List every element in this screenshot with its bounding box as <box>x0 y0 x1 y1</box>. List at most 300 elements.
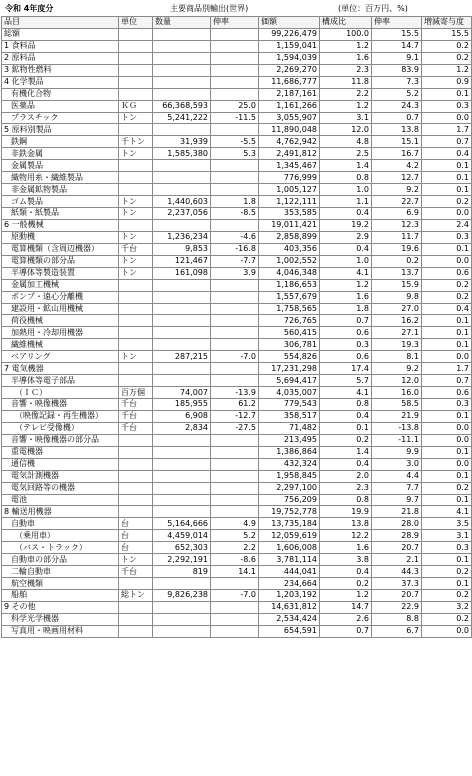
cell-quantity: 1,585,380 <box>153 148 211 160</box>
cell-value: 14,631,812 <box>259 601 320 613</box>
cell-contribution: 0.4 <box>422 148 472 160</box>
cell-item: 紙類・紙製品 <box>2 208 119 220</box>
cell-contribution: 0.3 <box>422 231 472 243</box>
cell-unit <box>119 375 153 387</box>
table-row <box>2 291 472 303</box>
cell-quantity-growth: 2.2 <box>211 542 259 554</box>
cell-value-growth: 28.0 <box>372 518 422 530</box>
cell-contribution: 0.1 <box>422 327 472 339</box>
cell-item: 8 輸送用機器 <box>2 506 119 518</box>
cell-quantity-growth: -7.0 <box>211 351 259 363</box>
cell-quantity: 31,939 <box>153 136 211 148</box>
cell-share: 0.4 <box>320 208 372 220</box>
table-row <box>2 542 472 554</box>
cell-quantity: 5,241,222 <box>153 112 211 124</box>
cell-unit <box>119 160 153 172</box>
cell-value-growth: 20.7 <box>372 590 422 602</box>
cell-unit <box>119 613 153 625</box>
cell-contribution: 0.1 <box>422 554 472 566</box>
cell-unit <box>119 52 153 64</box>
cell-quantity-growth: 25.0 <box>211 100 259 112</box>
cell-share: 2.6 <box>320 613 372 625</box>
cell-value: 5,694,417 <box>259 375 320 387</box>
cell-item: （乗用車） <box>2 530 119 542</box>
cell-quantity <box>153 172 211 184</box>
cell-unit: トン <box>119 196 153 208</box>
table-row <box>2 327 472 339</box>
cell-item: 1 食料品 <box>2 40 119 52</box>
cell-value-growth: 13.8 <box>372 124 422 136</box>
cell-contribution: 3.2 <box>422 601 472 613</box>
cell-contribution: 0.2 <box>422 566 472 578</box>
cell-value: 654,591 <box>259 625 320 637</box>
cell-share: 1.6 <box>320 52 372 64</box>
cell-share: 4.8 <box>320 136 372 148</box>
table-row <box>2 458 472 470</box>
cell-quantity-growth <box>211 434 259 446</box>
cell-quantity-growth <box>211 219 259 231</box>
cell-item: 電算機類（含周辺機器） <box>2 243 119 255</box>
cell-unit <box>119 219 153 231</box>
cell-quantity <box>153 578 211 590</box>
cell-value: 213,495 <box>259 434 320 446</box>
cell-share: 3.1 <box>320 112 372 124</box>
cell-unit: トン <box>119 208 153 220</box>
cell-quantity-growth <box>211 124 259 136</box>
cell-value-growth: 12.0 <box>372 375 422 387</box>
cell-quantity: 819 <box>153 566 211 578</box>
cell-unit <box>119 76 153 88</box>
cell-unit <box>119 470 153 482</box>
cell-value-growth: 20.7 <box>372 542 422 554</box>
col-header-item: 品目 <box>2 17 119 29</box>
cell-contribution: 0.1 <box>422 339 472 351</box>
cell-contribution: 1.7 <box>422 363 472 375</box>
col-header-quantity: 数量 <box>153 17 211 29</box>
cell-item: 5 原料別製品 <box>2 124 119 136</box>
cell-quantity <box>153 315 211 327</box>
cell-quantity: 1,440,603 <box>153 196 211 208</box>
cell-contribution: 0.2 <box>422 291 472 303</box>
cell-share: 0.6 <box>320 351 372 363</box>
cell-contribution: 15.5 <box>422 28 472 40</box>
cell-share: 0.2 <box>320 434 372 446</box>
table-row <box>2 124 472 136</box>
cell-quantity <box>153 613 211 625</box>
cell-share: 1.6 <box>320 542 372 554</box>
cell-quantity <box>153 363 211 375</box>
cell-unit <box>119 494 153 506</box>
cell-unit <box>119 625 153 637</box>
cell-quantity <box>153 88 211 100</box>
table-row <box>2 566 472 578</box>
cell-quantity <box>153 124 211 136</box>
cell-share: 1.1 <box>320 196 372 208</box>
cell-item: （テレビ受像機） <box>2 422 119 434</box>
table-row <box>2 231 472 243</box>
table-row <box>2 28 472 40</box>
cell-value: 1,005,127 <box>259 184 320 196</box>
cell-value-growth: 16.2 <box>372 315 422 327</box>
cell-contribution: 0.7 <box>422 136 472 148</box>
cell-value: 756,209 <box>259 494 320 506</box>
cell-unit <box>119 303 153 315</box>
table-row <box>2 434 472 446</box>
cell-value-growth: 15.9 <box>372 279 422 291</box>
cell-share: 13.8 <box>320 518 372 530</box>
table-row <box>2 410 472 422</box>
cell-quantity <box>153 184 211 196</box>
cell-contribution: 0.1 <box>422 184 472 196</box>
cell-value: 17,231,298 <box>259 363 320 375</box>
cell-quantity: 185,955 <box>153 399 211 411</box>
cell-quantity: 6,908 <box>153 410 211 422</box>
table-row <box>2 494 472 506</box>
cell-item: 音響・映像機器 <box>2 399 119 411</box>
cell-contribution: 0.2 <box>422 613 472 625</box>
cell-share: 1.2 <box>320 40 372 52</box>
cell-quantity <box>153 470 211 482</box>
cell-item: 電算機類の部分品 <box>2 255 119 267</box>
cell-value-growth: 28.9 <box>372 530 422 542</box>
cell-item: 船舶 <box>2 590 119 602</box>
cell-item: 荷役機械 <box>2 315 119 327</box>
cell-value-growth: 9.7 <box>372 494 422 506</box>
cell-unit: トン <box>119 351 153 363</box>
cell-quantity-growth: 3.9 <box>211 267 259 279</box>
cell-unit <box>119 363 153 375</box>
cell-quantity: 9,853 <box>153 243 211 255</box>
cell-value: 353,585 <box>259 208 320 220</box>
cell-share: 1.0 <box>320 255 372 267</box>
cell-item: （ＩＣ） <box>2 387 119 399</box>
cell-value: 1,557,679 <box>259 291 320 303</box>
cell-quantity: 4,459,014 <box>153 530 211 542</box>
cell-quantity <box>153 291 211 303</box>
table-row <box>2 172 472 184</box>
cell-quantity-growth: -13.9 <box>211 387 259 399</box>
cell-share: 12.0 <box>320 124 372 136</box>
cell-unit <box>119 434 153 446</box>
cell-value: 1,203,192 <box>259 590 320 602</box>
cell-item: （映像記録・再生機器） <box>2 410 119 422</box>
cell-quantity-growth: -11.5 <box>211 112 259 124</box>
cell-share: 0.3 <box>320 339 372 351</box>
table-row <box>2 64 472 76</box>
cell-value-growth: 9.8 <box>372 291 422 303</box>
cell-quantity-growth <box>211 470 259 482</box>
cell-contribution: 3.1 <box>422 530 472 542</box>
cell-value-growth: 6.9 <box>372 208 422 220</box>
cell-share: 4.1 <box>320 267 372 279</box>
cell-contribution: 0.1 <box>422 160 472 172</box>
cell-quantity-growth <box>211 327 259 339</box>
table-row <box>2 375 472 387</box>
cell-unit: 千トン <box>119 136 153 148</box>
cell-quantity-growth: -7.0 <box>211 590 259 602</box>
cell-unit <box>119 291 153 303</box>
cell-quantity <box>153 279 211 291</box>
cell-item: ベアリング <box>2 351 119 363</box>
cell-share: 0.6 <box>320 327 372 339</box>
cell-quantity <box>153 625 211 637</box>
cell-value-growth: 22.7 <box>372 196 422 208</box>
cell-value: 1,758,565 <box>259 303 320 315</box>
cell-share: 14.7 <box>320 601 372 613</box>
cell-item: 電気計測機器 <box>2 470 119 482</box>
cell-share: 1.2 <box>320 100 372 112</box>
cell-unit <box>119 124 153 136</box>
table-row <box>2 578 472 590</box>
table-title: 主要商品別輸出(世界) <box>170 3 249 13</box>
cell-item: 航空機類 <box>2 578 119 590</box>
cell-value-growth: 19.3 <box>372 339 422 351</box>
cell-contribution: 0.0 <box>422 351 472 363</box>
cell-quantity <box>153 494 211 506</box>
cell-contribution: 4.1 <box>422 506 472 518</box>
cell-item: 金属製品 <box>2 160 119 172</box>
cell-quantity <box>153 76 211 88</box>
cell-value-growth: 21.9 <box>372 410 422 422</box>
cell-item: ゴム製品 <box>2 196 119 208</box>
cell-quantity: 1,236,234 <box>153 231 211 243</box>
cell-item: 4 化学製品 <box>2 76 119 88</box>
cell-quantity-growth: -12.7 <box>211 410 259 422</box>
cell-value: 2,187,161 <box>259 88 320 100</box>
cell-quantity-growth: -4.6 <box>211 231 259 243</box>
col-header-share: 構成比 <box>320 17 372 29</box>
cell-quantity-growth <box>211 315 259 327</box>
cell-unit <box>119 172 153 184</box>
cell-share: 1.0 <box>320 184 372 196</box>
cell-item: 音響・映像機器の部分品 <box>2 434 119 446</box>
cell-quantity: 9,826,238 <box>153 590 211 602</box>
cell-item: 電池 <box>2 494 119 506</box>
export-table <box>1 16 472 638</box>
cell-contribution: 0.3 <box>422 399 472 411</box>
cell-share: 12.2 <box>320 530 372 542</box>
cell-share: 0.4 <box>320 566 372 578</box>
cell-value: 2,858,899 <box>259 231 320 243</box>
cell-item: 6 一般機械 <box>2 219 119 231</box>
cell-unit <box>119 578 153 590</box>
cell-value: 2,297,100 <box>259 482 320 494</box>
cell-contribution: 0.0 <box>422 422 472 434</box>
cell-item: 科学光学機器 <box>2 613 119 625</box>
cell-quantity-growth <box>211 172 259 184</box>
cell-value: 560,415 <box>259 327 320 339</box>
table-row <box>2 518 472 530</box>
cell-share: 1.2 <box>320 590 372 602</box>
cell-value: 1,594,039 <box>259 52 320 64</box>
cell-item: 原動機 <box>2 231 119 243</box>
cell-unit <box>119 28 153 40</box>
column-header-row <box>2 17 472 29</box>
cell-contribution: 0.2 <box>422 482 472 494</box>
cell-value: 1,606,008 <box>259 542 320 554</box>
cell-value: 12,059,619 <box>259 530 320 542</box>
cell-contribution: 0.2 <box>422 40 472 52</box>
cell-share: 1.6 <box>320 291 372 303</box>
cell-item: （バス・トラック） <box>2 542 119 554</box>
table-row <box>2 590 472 602</box>
cell-quantity-growth <box>211 28 259 40</box>
cell-contribution: 0.2 <box>422 52 472 64</box>
cell-value-growth: 3.0 <box>372 458 422 470</box>
cell-contribution: 0.9 <box>422 76 472 88</box>
cell-quantity <box>153 482 211 494</box>
cell-value-growth: 16.7 <box>372 148 422 160</box>
cell-share: 0.8 <box>320 172 372 184</box>
cell-value: 3,055,907 <box>259 112 320 124</box>
cell-quantity: 161,098 <box>153 267 211 279</box>
cell-value: 4,762,942 <box>259 136 320 148</box>
cell-quantity-growth <box>211 458 259 470</box>
cell-unit: 総トン <box>119 590 153 602</box>
cell-quantity: 74,007 <box>153 387 211 399</box>
cell-quantity-growth: 14.1 <box>211 566 259 578</box>
cell-contribution: 0.6 <box>422 387 472 399</box>
cell-value: 1,161,266 <box>259 100 320 112</box>
cell-unit: トン <box>119 554 153 566</box>
cell-share: 100.0 <box>320 28 372 40</box>
cell-quantity-growth <box>211 291 259 303</box>
cell-item: 自動車 <box>2 518 119 530</box>
fiscal-year-label: 令和 4年度分 <box>5 3 54 13</box>
cell-contribution: 0.1 <box>422 494 472 506</box>
table-row <box>2 315 472 327</box>
cell-item: 非金属鉱物製品 <box>2 184 119 196</box>
cell-quantity <box>153 40 211 52</box>
cell-quantity-growth <box>211 363 259 375</box>
cell-quantity-growth <box>211 184 259 196</box>
cell-item: 自動車の部分品 <box>2 554 119 566</box>
col-header-contribution: 増減寄与度 <box>422 17 472 29</box>
cell-unit <box>119 315 153 327</box>
cell-share: 0.4 <box>320 410 372 422</box>
cell-unit <box>119 64 153 76</box>
cell-contribution: 0.7 <box>422 375 472 387</box>
cell-quantity: 2,292,191 <box>153 554 211 566</box>
cell-quantity: 2,834 <box>153 422 211 434</box>
table-row <box>2 40 472 52</box>
cell-contribution: 0.0 <box>422 208 472 220</box>
cell-share: 3.8 <box>320 554 372 566</box>
table-row <box>2 530 472 542</box>
cell-value-growth: 9.2 <box>372 184 422 196</box>
cell-item: 半導体等電子部品 <box>2 375 119 387</box>
table-row <box>2 554 472 566</box>
cell-value-growth: 37.3 <box>372 578 422 590</box>
cell-unit: 台 <box>119 518 153 530</box>
cell-contribution: 0.0 <box>422 112 472 124</box>
cell-quantity-growth <box>211 52 259 64</box>
cell-unit <box>119 327 153 339</box>
cell-value: 776,999 <box>259 172 320 184</box>
cell-share: 0.8 <box>320 399 372 411</box>
cell-value-growth: 4.2 <box>372 160 422 172</box>
table-row <box>2 446 472 458</box>
cell-value-growth: 9.1 <box>372 52 422 64</box>
cell-contribution: 0.1 <box>422 446 472 458</box>
unit-note: (単位：百万円、%) <box>338 3 408 13</box>
table-row <box>2 613 472 625</box>
cell-value-growth: 9.2 <box>372 363 422 375</box>
cell-quantity-growth: -7.7 <box>211 255 259 267</box>
cell-contribution: 0.2 <box>422 590 472 602</box>
cell-value: 432,324 <box>259 458 320 470</box>
cell-item: 3 鉱物性燃料 <box>2 64 119 76</box>
table-row <box>2 303 472 315</box>
cell-quantity <box>153 160 211 172</box>
cell-quantity-growth: -5.5 <box>211 136 259 148</box>
table-row <box>2 387 472 399</box>
cell-value: 2,534,424 <box>259 613 320 625</box>
cell-value: 1,122,111 <box>259 196 320 208</box>
cell-unit: 台 <box>119 542 153 554</box>
cell-share: 1.8 <box>320 303 372 315</box>
cell-quantity-growth <box>211 40 259 52</box>
cell-quantity-growth <box>211 506 259 518</box>
cell-share: 0.4 <box>320 243 372 255</box>
cell-share: 2.0 <box>320 470 372 482</box>
cell-quantity-growth <box>211 494 259 506</box>
cell-value-growth: 13.7 <box>372 267 422 279</box>
table-row <box>2 76 472 88</box>
cell-unit: トン <box>119 255 153 267</box>
cell-value-growth: 0.2 <box>372 255 422 267</box>
cell-share: 0.4 <box>320 458 372 470</box>
table-row <box>2 482 472 494</box>
table-row <box>2 219 472 231</box>
table-row <box>2 112 472 124</box>
cell-value: 234,664 <box>259 578 320 590</box>
cell-value-growth: 22.9 <box>372 601 422 613</box>
table-row <box>2 136 472 148</box>
table-row <box>2 279 472 291</box>
cell-unit <box>119 279 153 291</box>
cell-value: 1,345,467 <box>259 160 320 172</box>
table-row <box>2 160 472 172</box>
cell-quantity-growth: -8.5 <box>211 208 259 220</box>
cell-value: 4,046,348 <box>259 267 320 279</box>
cell-quantity-growth <box>211 76 259 88</box>
cell-contribution: 0.1 <box>422 88 472 100</box>
cell-quantity <box>153 506 211 518</box>
cell-quantity <box>153 339 211 351</box>
cell-value-growth: 15.1 <box>372 136 422 148</box>
table-row <box>2 506 472 518</box>
cell-quantity: 5,164,666 <box>153 518 211 530</box>
cell-value: 1,186,653 <box>259 279 320 291</box>
cell-contribution: 3.5 <box>422 518 472 530</box>
col-header-value-growth: 伸率 <box>372 17 422 29</box>
cell-unit <box>119 88 153 100</box>
cell-value: 13,735,184 <box>259 518 320 530</box>
cell-unit: 千台 <box>119 566 153 578</box>
cell-value-growth: 27.1 <box>372 327 422 339</box>
cell-value: 4,035,007 <box>259 387 320 399</box>
cell-contribution: 0.1 <box>422 470 472 482</box>
cell-value: 2,491,812 <box>259 148 320 160</box>
cell-share: 1.4 <box>320 446 372 458</box>
cell-quantity: 287,215 <box>153 351 211 363</box>
cell-value-growth: 8.1 <box>372 351 422 363</box>
cell-quantity <box>153 303 211 315</box>
cell-quantity-growth <box>211 64 259 76</box>
table-row <box>2 88 472 100</box>
cell-share: 0.1 <box>320 422 372 434</box>
